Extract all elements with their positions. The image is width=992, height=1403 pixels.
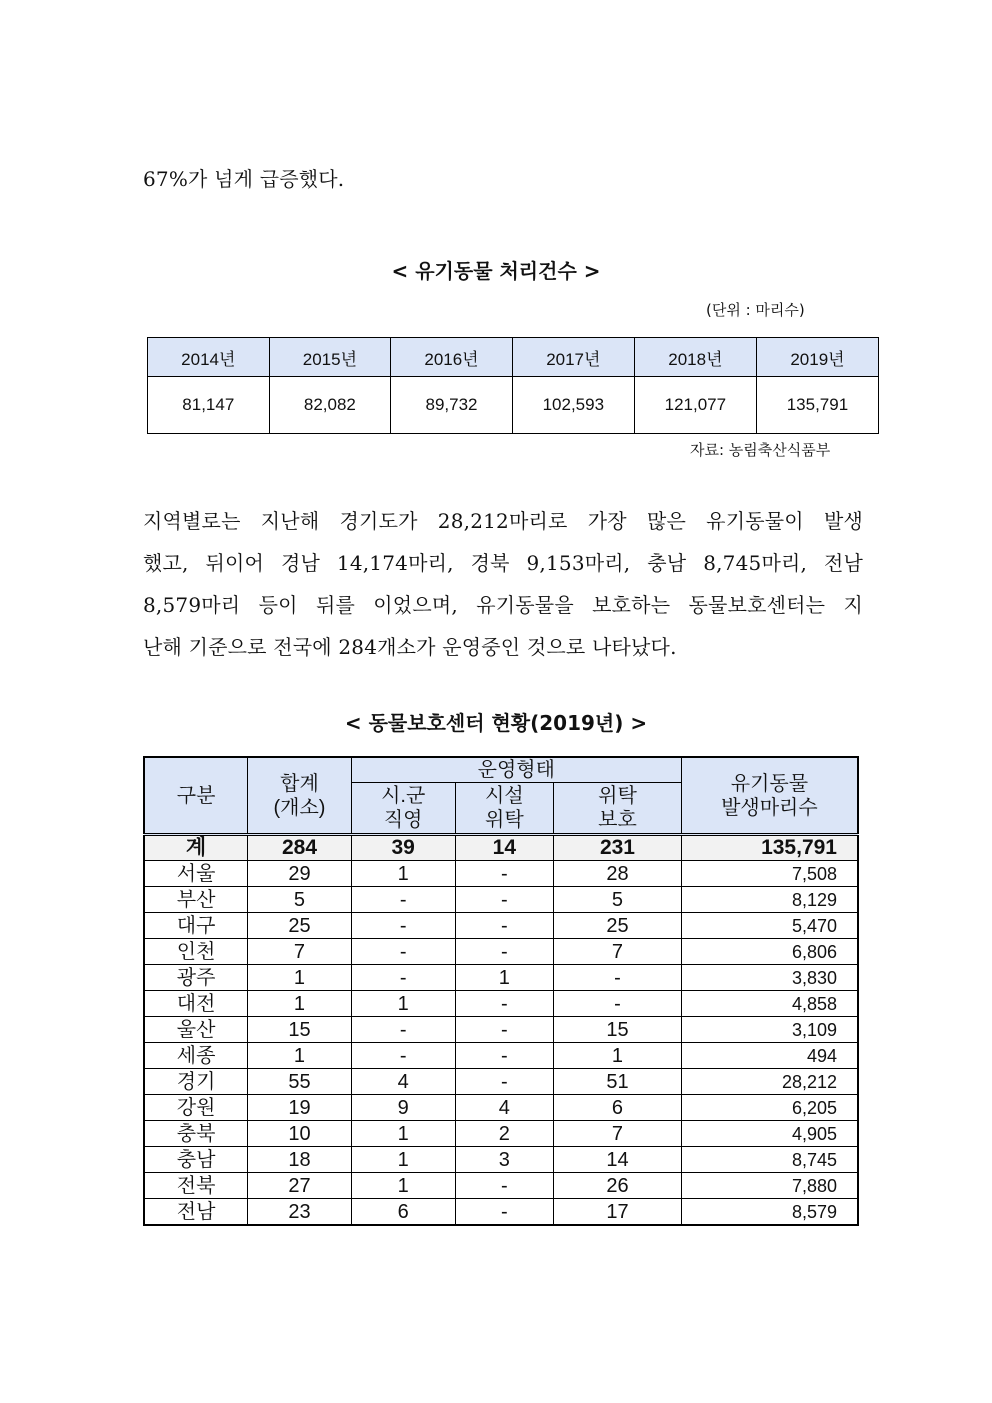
total-cell: 55 (248, 1069, 352, 1095)
animals-cell: 6,806 (681, 939, 858, 965)
animals-cell: 8,745 (681, 1147, 858, 1173)
animals-cell: 7,508 (681, 861, 858, 887)
total-cell: 15 (248, 1017, 352, 1043)
year-header: 2016년 (391, 338, 513, 377)
consign-cell: 231 (554, 835, 682, 861)
animals-header (681, 757, 858, 835)
year-header: 2015년 (269, 338, 391, 377)
table1-title: < 유기동물 처리건수 > (391, 259, 601, 283)
facility-cell: - (455, 887, 554, 913)
facility-cell: - (455, 991, 554, 1017)
table-row (144, 991, 858, 1017)
region-cell: 충남 (144, 1147, 248, 1173)
count-cell: 81,147 (148, 377, 270, 434)
total-cell: 29 (248, 861, 352, 887)
facility-cell: - (455, 1017, 554, 1043)
direct-header-line2: 직영 (383, 809, 423, 831)
facility-cell: - (455, 939, 554, 965)
facility-cell: - (455, 1069, 554, 1095)
table-row (144, 1121, 858, 1147)
table-row (144, 1095, 858, 1121)
region-header: 구분 (144, 757, 248, 835)
table1-unit: (단위 : 마리수) (706, 301, 805, 319)
consign-cell: 14 (554, 1147, 682, 1173)
consign-cell: 28 (554, 861, 682, 887)
stray-animal-count-table (147, 337, 879, 434)
consign-cell: 51 (554, 1069, 682, 1095)
animals-cell: 8,579 (681, 1199, 858, 1226)
consign-cell: 25 (554, 913, 682, 939)
facility-cell: 14 (455, 835, 554, 861)
region-cell: 서울 (144, 861, 248, 887)
facility-header (455, 783, 554, 835)
table-row (144, 1147, 858, 1173)
animals-header-line1: 유기동물 (730, 772, 809, 795)
animals-cell: 135,791 (681, 835, 858, 861)
direct-header-line1: 시.군 (381, 785, 426, 807)
facility-cell: 3 (455, 1147, 554, 1173)
region-cell: 충북 (144, 1121, 248, 1147)
total-header (248, 757, 352, 835)
count-cell: 135,791 (756, 377, 878, 434)
animals-cell: 28,212 (681, 1069, 858, 1095)
table-row (144, 861, 858, 887)
direct-cell: 1 (351, 1147, 455, 1173)
direct-cell: 9 (351, 1095, 455, 1121)
region-cell: 인천 (144, 939, 248, 965)
consign-cell: 6 (554, 1095, 682, 1121)
total-header-line2: (개소) (273, 796, 326, 819)
animals-cell: 4,858 (681, 991, 858, 1017)
paragraph-line: 지역별로는 지난해 경기도가 28,212마리로 가장 많은 유기동물이 발생 (143, 509, 863, 533)
direct-cell: - (351, 1017, 455, 1043)
direct-cell: - (351, 1043, 455, 1069)
total-cell: 25 (248, 913, 352, 939)
year-header: 2018년 (634, 338, 756, 377)
year-header: 2014년 (148, 338, 270, 377)
table1-header-row (148, 338, 879, 377)
table-row (144, 887, 858, 913)
year-header: 2019년 (756, 338, 878, 377)
count-cell: 89,732 (391, 377, 513, 434)
animals-cell: 3,830 (681, 965, 858, 991)
table-row (144, 1173, 858, 1199)
region-cell: 광주 (144, 965, 248, 991)
consign-cell: 15 (554, 1017, 682, 1043)
consign-cell: 5 (554, 887, 682, 913)
table2-body (144, 861, 858, 1226)
total-cell: 284 (248, 835, 352, 861)
consign-cell: 17 (554, 1199, 682, 1226)
facility-cell: 4 (455, 1095, 554, 1121)
table2-header-row-1 (144, 757, 858, 783)
total-cell: 27 (248, 1173, 352, 1199)
region-cell: 계 (144, 835, 248, 861)
facility-header-line1: 시설 (485, 785, 524, 807)
region-cell: 전남 (144, 1199, 248, 1226)
region-cell: 경기 (144, 1069, 248, 1095)
facility-cell: - (455, 1173, 554, 1199)
paragraph-line: 8,579마리 등이 뒤를 이었으며, 유기동물을 보호하는 동물보호센터는 지 (143, 593, 863, 617)
direct-cell: 1 (351, 1173, 455, 1199)
direct-cell: 6 (351, 1199, 455, 1226)
direct-cell: 1 (351, 861, 455, 887)
animals-cell: 3,109 (681, 1017, 858, 1043)
region-cell: 대구 (144, 913, 248, 939)
animal-shelter-table (143, 756, 859, 1226)
direct-cell: 39 (351, 835, 455, 861)
table1-source: 자료: 농림축산식품부 (690, 441, 831, 459)
facility-cell: - (455, 913, 554, 939)
animals-cell: 6,205 (681, 1095, 858, 1121)
table-row (144, 1043, 858, 1069)
paragraph-line: 했고, 뒤이어 경남 14,174마리, 경북 9,153마리, 충남 8,745마리, 전남 (143, 551, 863, 575)
count-cell: 121,077 (634, 377, 756, 434)
consign-header-line2: 보호 (598, 809, 637, 831)
total-row (144, 835, 858, 861)
count-cell: 82,082 (269, 377, 391, 434)
table-row (144, 1199, 858, 1226)
count-cell: 102,593 (512, 377, 634, 434)
animals-cell: 494 (681, 1043, 858, 1069)
intro-line: 67%가 넘게 급증했다. (143, 167, 345, 191)
consign-header (554, 783, 682, 835)
direct-cell: 1 (351, 991, 455, 1017)
facility-cell: - (455, 1043, 554, 1069)
region-cell: 강원 (144, 1095, 248, 1121)
direct-header (351, 783, 455, 835)
direct-cell: - (351, 965, 455, 991)
consign-cell: 26 (554, 1173, 682, 1199)
ops-type-header: 운영형태 (351, 757, 681, 783)
facility-header-line2: 위탁 (485, 809, 524, 831)
facility-cell: - (455, 861, 554, 887)
total-cell: 7 (248, 939, 352, 965)
direct-cell: - (351, 939, 455, 965)
consign-cell: 1 (554, 1043, 682, 1069)
year-header: 2017년 (512, 338, 634, 377)
direct-cell: 1 (351, 1121, 455, 1147)
table-row (144, 1069, 858, 1095)
total-cell: 10 (248, 1121, 352, 1147)
table-row (144, 965, 858, 991)
total-cell: 5 (248, 887, 352, 913)
body-paragraph (143, 500, 863, 668)
direct-cell: 4 (351, 1069, 455, 1095)
table-row (144, 939, 858, 965)
consign-cell: - (554, 991, 682, 1017)
total-cell: 1 (248, 991, 352, 1017)
facility-cell: - (455, 1199, 554, 1226)
animals-header-line2: 발생마리수 (721, 796, 818, 819)
direct-cell: - (351, 887, 455, 913)
animals-cell: 7,880 (681, 1173, 858, 1199)
table-row (144, 1017, 858, 1043)
consign-cell: - (554, 965, 682, 991)
region-cell: 대전 (144, 991, 248, 1017)
animals-cell: 5,470 (681, 913, 858, 939)
facility-cell: 2 (455, 1121, 554, 1147)
total-cell: 23 (248, 1199, 352, 1226)
facility-cell: 1 (455, 965, 554, 991)
table1-value-row (148, 377, 879, 434)
total-cell: 1 (248, 1043, 352, 1069)
paragraph-line: 난해 기준으로 전국에 284개소가 운영중인 것으로 나타났다. (143, 635, 677, 659)
consign-header-line1: 위탁 (598, 785, 637, 807)
total-cell: 19 (248, 1095, 352, 1121)
region-cell: 세종 (144, 1043, 248, 1069)
consign-cell: 7 (554, 1121, 682, 1147)
region-cell: 전북 (144, 1173, 248, 1199)
table2-title: < 동물보호센터 현황(2019년) > (344, 711, 648, 735)
direct-cell: - (351, 913, 455, 939)
total-cell: 18 (248, 1147, 352, 1173)
animals-cell: 8,129 (681, 887, 858, 913)
region-cell: 부산 (144, 887, 248, 913)
consign-cell: 7 (554, 939, 682, 965)
total-header-line1: 합계 (280, 772, 319, 795)
region-cell: 울산 (144, 1017, 248, 1043)
total-cell: 1 (248, 965, 352, 991)
animals-cell: 4,905 (681, 1121, 858, 1147)
table-row (144, 913, 858, 939)
